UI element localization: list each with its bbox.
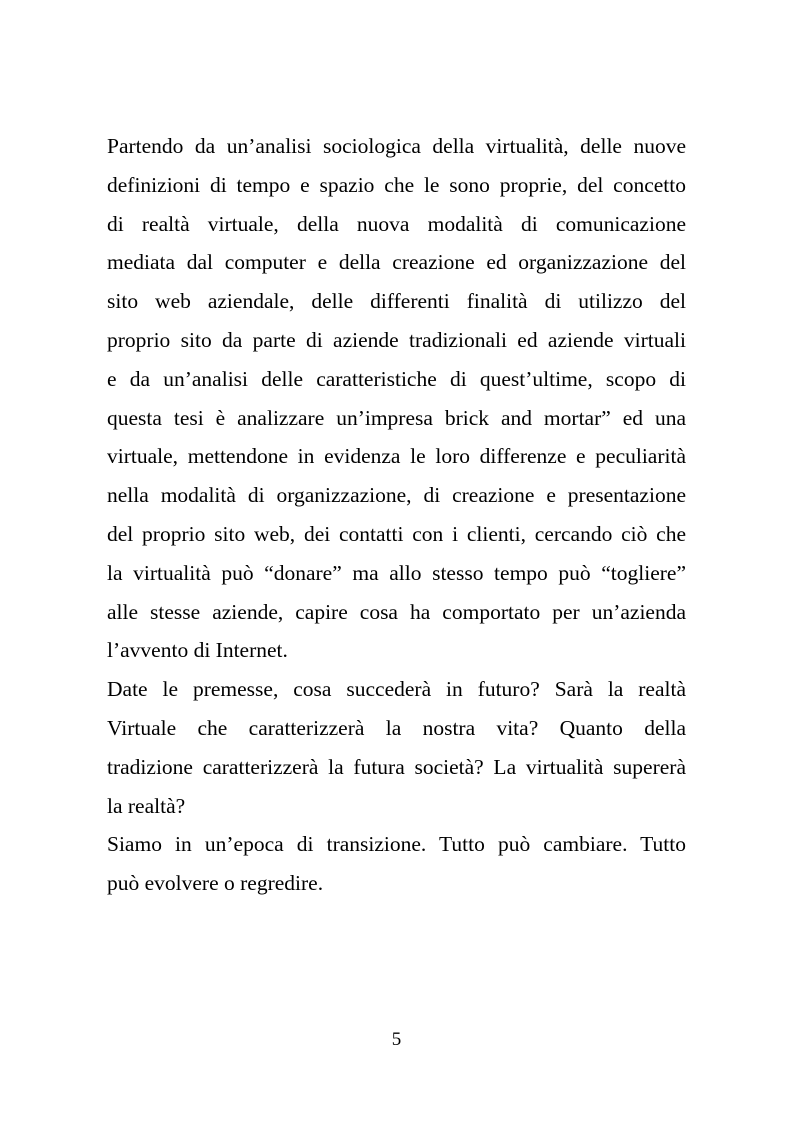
text-line-11: del proprio sito web, dei contatti con i clienti, cercando ciò che (107, 521, 686, 546)
page-number: 5 (391, 1029, 402, 1050)
text-line-17: tradizione caratterizzerà la futura società? La virtualità supererà (107, 754, 686, 779)
text-line-14: l’avvento di Internet. (107, 638, 288, 663)
text-line-1: Partendo da un’analisi sociologica della virtualità, delle nuove (107, 134, 686, 158)
text-line-13: alle stesse aziende, capire cosa ha comportato per un’azienda (107, 599, 686, 624)
text-line-8: questa tesi è analizzare un’impresa brick and mortar” ed una (107, 405, 686, 430)
text-line-3: di realtà virtuale, della nuova modalità di comunicazione (107, 211, 686, 236)
text-line-12: la virtualità può “donare” ma allo stesso tempo può “togliere” (107, 560, 686, 585)
text-line-15: Date le premesse, cosa succederà in futuro? Sarà la realtà (107, 677, 686, 702)
text-line-5: sito web aziendale, delle differenti finalità di utilizzo del (107, 289, 686, 314)
text-line-9: virtuale, mettendone in evidenza le loro differenze e peculiarità (107, 444, 686, 469)
text-line-10: nella modalità di organizzazione, di creazione e presentazione (107, 483, 686, 508)
text-line-7: e da un’analisi delle caratteristiche di quest’ultime, scopo di (107, 366, 686, 391)
text-line-6: proprio sito da parte di aziende tradizionali ed aziende virtuali (107, 327, 686, 352)
text-line-20: può evolvere o regredire. (107, 871, 324, 896)
text-line-2: definizioni di tempo e spazio che le sono proprie, del concetto (107, 172, 686, 197)
text-line-4: mediata dal computer e della creazione ed organizzazione del (107, 250, 686, 275)
text-line-18: la realtà? (107, 793, 186, 818)
body-text (107, 127, 686, 903)
text-line-19: Siamo in un’epoca di transizione. Tutto può cambiare. Tutto (107, 832, 686, 857)
text-line-16: Virtuale che caratterizzerà la nostra vita? Quanto della (107, 715, 686, 740)
